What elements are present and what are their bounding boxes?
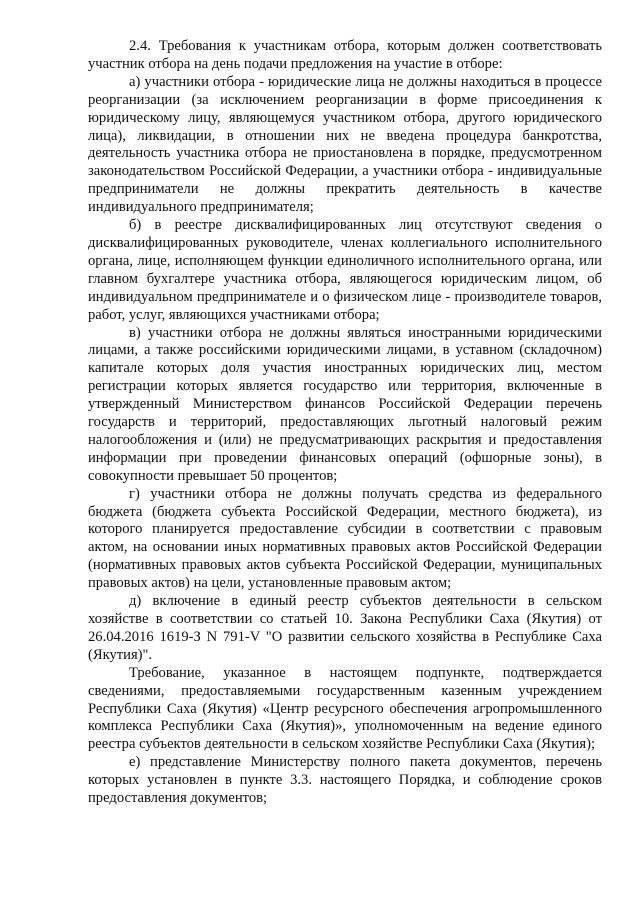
paragraph-item-g: г) участники отбора не должны получать средства из федерального бюджета (бюджета субъекта Российской Федерации, местного бюджета), из которого планируется предоставление субсидии в соответствии с правовым актом, на основании иных нормативных правовых актов Российской Федерации (нормативных правовых актов субъекта Российской Федерации, муниципальных правовых актов) на цели, установленные правовым актом;: [88, 485, 602, 592]
paragraph-item-v: в) участники отбора не должны являться иностранными юридическими лицами, а также российскими юридическими лицами, в уставном (складочном) капитале которых доля участия иностранных юридических лиц, местом регистрации которых является государство или территория, включенные в утвержденный Министерством финансов Российской Федерации перечень государств и территорий, предоставляющих льготный налоговый режим налогообложения и (или) не предусматривающих раскрытия и предоставления информации при проведении финансовых операций (офшорные зоны), в совокупности превышает 50 процентов;: [88, 324, 602, 484]
paragraph-item-e: е) представление Министерству полного пакета документов, перечень которых установлен в пункте 3.3. настоящего Порядка, и соблюдение сроков предоставления документов;: [88, 754, 602, 807]
paragraph-item-b: б) в реестре дисквалифицированных лиц отсутствуют сведения о дисквалифицированных руководителе, членах коллегиального исполнительного органа, лице, исполняющем функции единоличного исполнительного органа, или главном бухгалтере участника отбора, являющегося юридическим лицом, об индивидуальном предпринимателе и о физическом лице - производителе товаров, работ, услуг, являющихся участниками отбора;: [88, 217, 602, 323]
paragraph-item-a: а) участники отбора - юридические лица не должны находиться в процессе реорганизации (за исключением реорганизации в форме присоединения к юридическому лицу, являющемуся участником отбора, другого юридического лица), ликвидации, в отношении них не введена процедура банкротства, деятельность участника отбора не приостановлена в порядке, предусмотренном законодательством Российской Федерации, а участники отбора - индивидуальные предприниматели не должны прекратить деятельность в качестве индивидуального предпринимателя;: [88, 73, 602, 216]
paragraph-requirement-note: Требование, указанное в настоящем подпункте, подтверждается сведениями, предоставляемыми государственным казенным учреждением Республики Саха (Якутия) «Центр ресурсного обеспечения агропромышленного комплекса Республики Саха (Якутия)», уполномоченным на ведение единого реестра субъектов деятельности в сельском хозяйстве Республики Саха (Якутия);: [88, 664, 602, 753]
paragraph-item-d: д) включение в единый реестр субъектов деятельности в сельском хозяйстве в соответствии со статьей 10. Закона Республики Саха (Якутия) от 26.04.2016 1619-З N 791-V "О развитии сельского хозяйства в Республике Саха (Якутия)".: [88, 593, 602, 663]
paragraph-2-4-heading: 2.4. Требования к участникам отбора, которым должен соответствовать участник отбора на день подачи предложения на участие в отборе:: [88, 38, 602, 72]
